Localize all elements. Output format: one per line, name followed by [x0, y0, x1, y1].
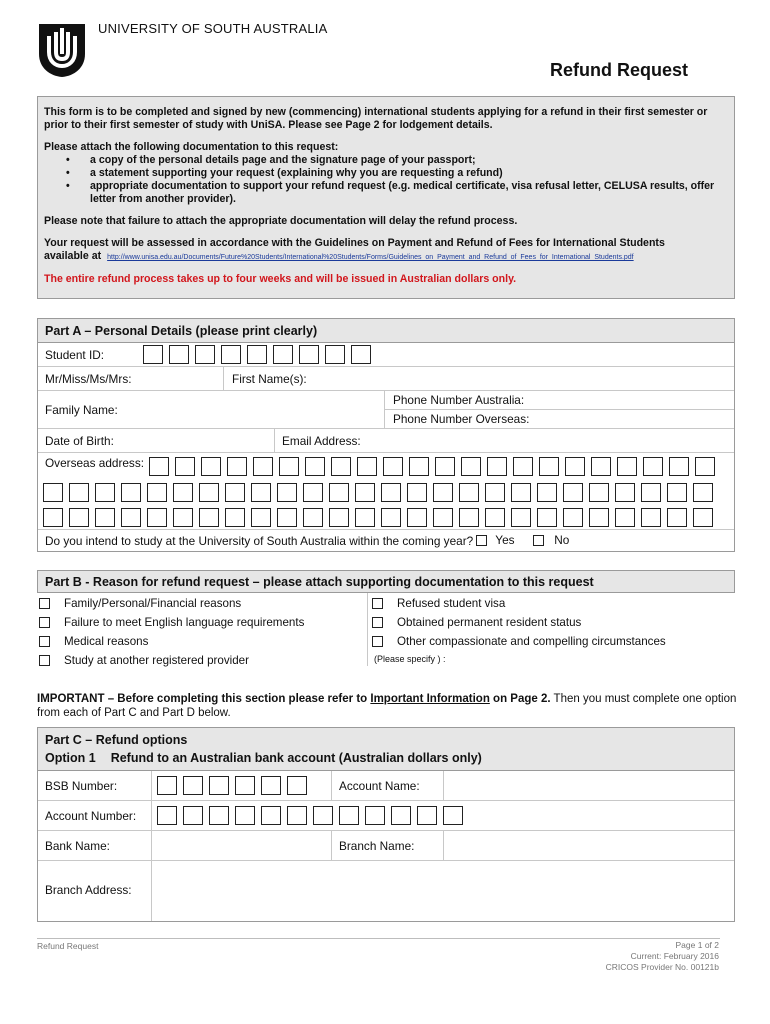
student-id-box[interactable]	[195, 345, 215, 364]
account-number-box[interactable]	[183, 806, 203, 825]
refund-timing-note: The entire refund process takes up to four weeks and will be issued in Australian dollars only.	[44, 273, 517, 285]
address-box[interactable]	[355, 483, 375, 502]
address-box[interactable]	[485, 483, 505, 502]
address-box[interactable]	[459, 483, 479, 502]
address-box[interactable]	[539, 457, 559, 476]
reason-label: Medical reasons	[64, 635, 149, 648]
address-box[interactable]	[669, 457, 689, 476]
address-box[interactable]	[563, 483, 583, 502]
footer-info	[606, 940, 719, 973]
overseas-address-row	[38, 453, 734, 530]
reason-family[interactable]	[39, 597, 241, 610]
important-info-link[interactable]: Important Information	[370, 693, 490, 705]
address-box[interactable]	[175, 457, 195, 476]
address-box[interactable]	[121, 508, 141, 527]
student-id-label: Student ID:	[45, 348, 105, 362]
address-box[interactable]	[511, 483, 531, 502]
account-name-label: Account Name:	[339, 779, 420, 793]
account-number-box[interactable]	[365, 806, 385, 825]
intend-question: Do you intend to study at the University of South Australia within the coming year?	[45, 534, 474, 548]
instructions-box	[37, 96, 735, 299]
guidelines-link[interactable]: http://www.unisa.edu.au/Documents/Future%20Students/International%20Students/Forms/Guidelines_on_Payment_and_Refund_of_Fees_for_International_Students.pdf	[107, 254, 634, 261]
address-boxes-line-3	[43, 508, 713, 527]
overseas-address-label: Overseas address:	[45, 456, 145, 470]
divider	[151, 831, 152, 860]
reason-checkbox[interactable]	[39, 655, 50, 666]
address-box[interactable]	[693, 508, 713, 527]
reason-label: Other compassionate and compelling circumstances	[397, 635, 666, 648]
reason-checkbox[interactable]	[39, 636, 50, 647]
branch-name-label: Branch Name:	[339, 839, 415, 853]
divider	[274, 429, 275, 452]
address-box[interactable]	[303, 508, 323, 527]
address-box[interactable]	[201, 457, 221, 476]
no-label: No	[554, 533, 570, 547]
address-box[interactable]	[615, 483, 635, 502]
address-box[interactable]	[409, 457, 429, 476]
address-box[interactable]	[251, 483, 271, 502]
address-box[interactable]	[459, 508, 479, 527]
student-id-box[interactable]	[299, 345, 319, 364]
address-box[interactable]	[513, 457, 533, 476]
yes-option[interactable]	[476, 533, 515, 547]
bsb-box[interactable]	[183, 776, 203, 795]
divider	[331, 831, 332, 860]
student-id-box[interactable]	[247, 345, 267, 364]
address-box[interactable]	[95, 508, 115, 527]
account-number-row	[38, 801, 734, 831]
failure-note: Please note that failure to attach the appropriate documentation will delay the refund process.	[44, 215, 518, 227]
address-box[interactable]	[149, 457, 169, 476]
address-box[interactable]	[43, 508, 63, 527]
important-note	[37, 692, 737, 720]
dob-label: Date of Birth:	[45, 434, 114, 448]
reason-visa[interactable]	[372, 597, 505, 610]
address-box[interactable]	[563, 508, 583, 527]
address-box[interactable]	[225, 508, 245, 527]
student-id-box[interactable]	[325, 345, 345, 364]
reason-other-provider[interactable]	[39, 654, 249, 667]
address-box[interactable]	[225, 483, 245, 502]
important-text-2: on Page 2.	[489, 693, 551, 705]
current-date: Current: February 2016	[630, 951, 719, 961]
account-number-box[interactable]	[443, 806, 463, 825]
address-box[interactable]	[95, 483, 115, 502]
address-box[interactable]	[199, 508, 219, 527]
address-box[interactable]	[537, 508, 557, 527]
address-box[interactable]	[227, 457, 247, 476]
address-box[interactable]	[667, 508, 687, 527]
name-row	[38, 367, 734, 391]
address-box[interactable]	[435, 457, 455, 476]
first-names-label: First Name(s):	[232, 372, 307, 386]
important-lead: IMPORTANT	[37, 693, 105, 705]
university-name: UNIVERSITY OF SOUTH AUSTRALIA	[98, 21, 328, 36]
phone-os-label: Phone Number Overseas:	[393, 412, 530, 426]
address-box[interactable]	[407, 483, 427, 502]
dob-email-row	[38, 429, 734, 453]
no-option[interactable]	[533, 533, 569, 547]
bank-name-label: Bank Name:	[45, 839, 110, 853]
reason-label: Family/Personal/Financial reasons	[64, 597, 242, 610]
address-box[interactable]	[173, 483, 193, 502]
address-box[interactable]	[147, 483, 167, 502]
bank-row	[38, 831, 734, 861]
address-box[interactable]	[69, 508, 89, 527]
address-boxes-line-1	[149, 457, 715, 476]
account-number-box[interactable]	[313, 806, 333, 825]
student-id-box[interactable]	[221, 345, 241, 364]
student-id-boxes	[143, 345, 371, 364]
address-box[interactable]	[355, 508, 375, 527]
part-b-section	[37, 570, 735, 676]
part-a-heading: Part A – Personal Details (please print clearly)	[38, 319, 734, 343]
address-box[interactable]	[381, 483, 401, 502]
divider	[151, 861, 152, 921]
account-number-box[interactable]	[157, 806, 177, 825]
reason-label: Study at another registered provider	[64, 654, 249, 667]
divider	[223, 367, 224, 390]
address-box[interactable]	[253, 457, 273, 476]
address-box[interactable]	[641, 483, 661, 502]
address-box[interactable]	[383, 457, 403, 476]
address-box[interactable]	[147, 508, 167, 527]
address-box[interactable]	[487, 457, 507, 476]
form-title: Refund Request	[549, 60, 688, 80]
divider	[384, 409, 734, 410]
specify-label: (Please specify ) :	[374, 654, 446, 664]
account-number-boxes	[157, 806, 463, 825]
divider	[151, 771, 152, 800]
divider	[367, 593, 368, 666]
address-box[interactable]	[357, 457, 377, 476]
student-id-box[interactable]	[143, 345, 163, 364]
reason-medical[interactable]	[39, 635, 148, 648]
footer-divider	[37, 938, 720, 939]
address-box[interactable]	[329, 508, 349, 527]
part-c-heading	[38, 728, 734, 771]
address-box[interactable]	[565, 457, 585, 476]
attach-item: • a copy of the personal details page and the signature page of your passport;	[44, 154, 728, 167]
address-box[interactable]	[615, 508, 635, 527]
divider	[443, 771, 444, 800]
bsb-box[interactable]	[235, 776, 255, 795]
address-box[interactable]	[43, 483, 63, 502]
address-box[interactable]	[329, 483, 349, 502]
bsb-box[interactable]	[287, 776, 307, 795]
address-box[interactable]	[591, 457, 611, 476]
attach-list	[44, 154, 728, 206]
account-number-box[interactable]	[287, 806, 307, 825]
bsb-box[interactable]	[157, 776, 177, 795]
bsb-box[interactable]	[209, 776, 229, 795]
branch-address-label: Branch Address:	[45, 883, 132, 897]
reason-checkbox[interactable]	[39, 598, 50, 609]
account-number-box[interactable]	[417, 806, 437, 825]
student-id-row	[38, 343, 734, 367]
address-box[interactable]	[537, 483, 557, 502]
reason-label: Failure to meet English language requirements	[64, 616, 305, 629]
address-box[interactable]	[69, 483, 89, 502]
important-text-1: – Before completing this section please refer to	[104, 693, 371, 705]
unisa-logo	[37, 22, 87, 78]
address-box[interactable]	[277, 508, 297, 527]
option-1-text: Refund to an Australian bank account (Australian dollars only)	[110, 751, 482, 765]
reason-permanent-resident[interactable]	[372, 616, 581, 629]
account-number-box[interactable]	[391, 806, 411, 825]
bsb-box[interactable]	[261, 776, 281, 795]
divider	[331, 771, 332, 800]
address-box[interactable]	[617, 457, 637, 476]
reason-checkbox[interactable]	[372, 598, 383, 609]
reason-checkbox[interactable]	[372, 617, 383, 628]
address-box[interactable]	[461, 457, 481, 476]
address-box[interactable]	[173, 508, 193, 527]
reason-label: Obtained permanent resident status	[397, 616, 582, 629]
part-c-section	[37, 727, 735, 922]
assessed-text: Your request will be assessed in accordance with the Guidelines on Payment and Refund of Fees for International Students	[44, 237, 665, 249]
family-phone-row	[38, 391, 734, 429]
address-box[interactable]	[641, 508, 661, 527]
account-number-box[interactable]	[209, 806, 229, 825]
student-id-box[interactable]	[351, 345, 371, 364]
address-box[interactable]	[667, 483, 687, 502]
address-box[interactable]	[251, 508, 271, 527]
intro-text: This form is to be completed and signed by new (commencing) international students applying for a refund in their first semester or prior to their first semester of study with UniSA. Please see Page 2 for lodgement details.	[44, 106, 708, 131]
student-id-box[interactable]	[273, 345, 293, 364]
bsb-boxes	[157, 776, 307, 795]
attach-heading: Please attach the following documentation to this request:	[44, 141, 339, 153]
bsb-row	[38, 771, 734, 801]
part-b-heading: Part B - Reason for refund request – please attach supporting documentation to this request	[37, 570, 735, 593]
address-box[interactable]	[277, 483, 297, 502]
email-label: Email Address:	[282, 434, 361, 448]
assessment-note	[44, 237, 728, 264]
address-box[interactable]	[121, 483, 141, 502]
yes-label: Yes	[495, 533, 515, 547]
address-box[interactable]	[279, 457, 299, 476]
intend-row	[38, 530, 734, 551]
address-box[interactable]	[643, 457, 663, 476]
address-box[interactable]	[695, 457, 715, 476]
address-box[interactable]	[589, 508, 609, 527]
yes-checkbox[interactable]	[476, 535, 487, 546]
cricos-number: CRICOS Provider No. 00121b	[605, 962, 719, 972]
divider	[151, 801, 152, 830]
title-label: Mr/Miss/Ms/Mrs:	[45, 372, 132, 386]
address-box[interactable]	[303, 483, 323, 502]
phone-au-label: Phone Number Australia:	[393, 393, 525, 407]
part-c-title: Part C – Refund options	[45, 733, 188, 747]
part-a-section	[37, 318, 735, 552]
address-box[interactable]	[381, 508, 401, 527]
address-box[interactable]	[433, 508, 453, 527]
bsb-label: BSB Number:	[45, 779, 118, 793]
address-boxes-line-2	[43, 483, 713, 502]
page-number: Page 1 of 2	[675, 940, 719, 950]
footer-form-name: Refund Request	[37, 941, 99, 951]
reason-label: Refused student visa	[397, 597, 506, 610]
address-box[interactable]	[199, 483, 219, 502]
attach-item: • a statement supporting your request (explaining why you are requesting a refund)	[44, 167, 728, 180]
branch-address-row	[38, 861, 734, 921]
available-at-text: available at	[44, 250, 102, 262]
account-number-box[interactable]	[261, 806, 281, 825]
address-box[interactable]	[305, 457, 325, 476]
reason-checkbox[interactable]	[372, 636, 383, 647]
student-id-box[interactable]	[169, 345, 189, 364]
address-box[interactable]	[511, 508, 531, 527]
account-number-box[interactable]	[235, 806, 255, 825]
divider	[443, 831, 444, 860]
address-box[interactable]	[433, 483, 453, 502]
address-box[interactable]	[407, 508, 427, 527]
family-name-label: Family Name:	[45, 403, 118, 417]
reason-compassionate[interactable]	[372, 635, 666, 648]
attach-item: • appropriate documentation to support your refund request (e.g. medical certificate, visa refusal letter, CELUSA results, offer letter from another provider).	[44, 180, 728, 206]
account-number-box[interactable]	[339, 806, 359, 825]
option-1-row	[45, 749, 727, 767]
important-text-3: Then you must complete one option from each of Part C and Part D below.	[37, 693, 737, 719]
account-number-label: Account Number:	[45, 809, 137, 823]
reason-checkbox[interactable]	[39, 617, 50, 628]
reason-english[interactable]	[39, 616, 304, 629]
no-checkbox[interactable]	[533, 535, 544, 546]
option-1-label: Option 1	[45, 751, 96, 765]
address-box[interactable]	[331, 457, 351, 476]
address-box[interactable]	[485, 508, 505, 527]
address-box[interactable]	[589, 483, 609, 502]
address-box[interactable]	[693, 483, 713, 502]
